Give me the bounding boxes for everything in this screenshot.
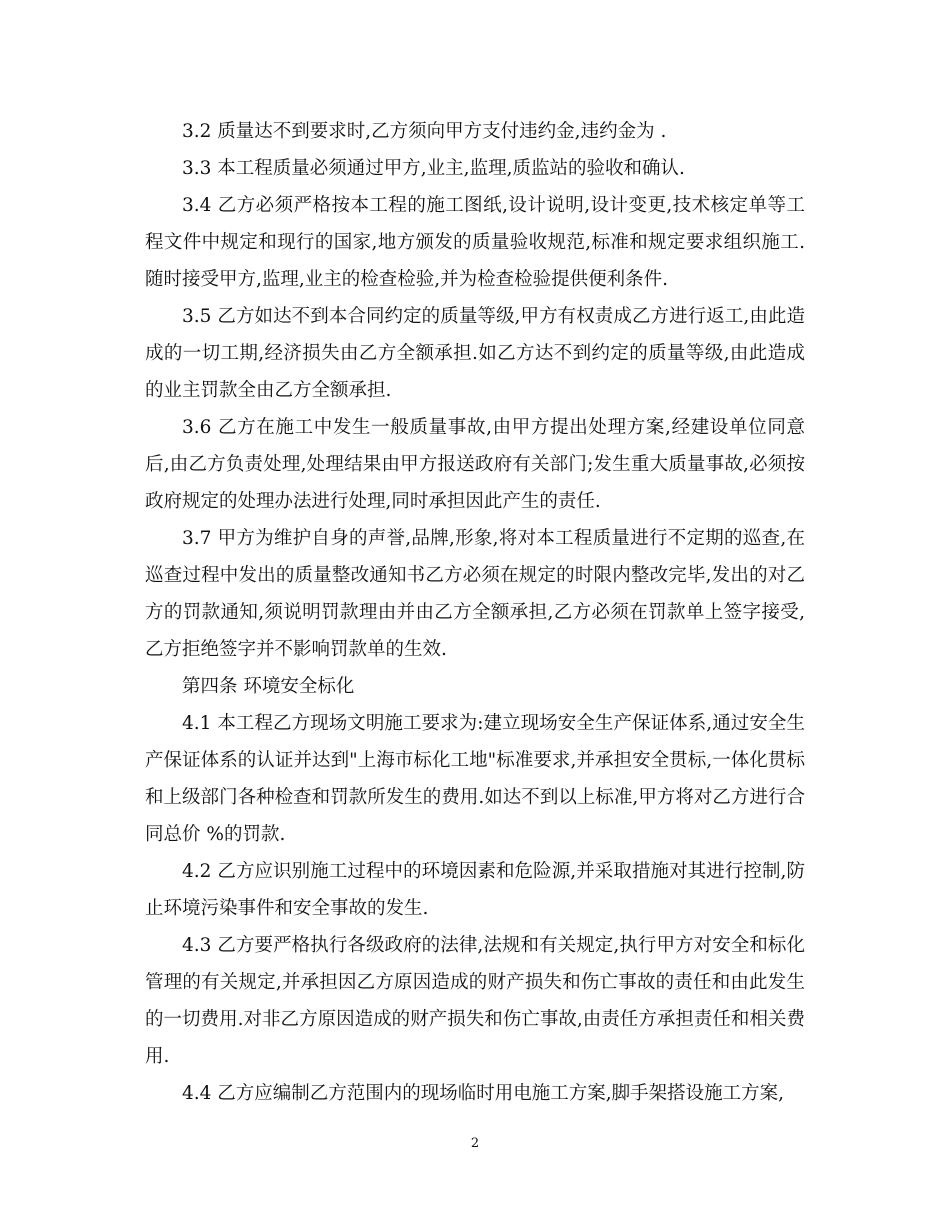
clause-3-7: 3.7 甲方为维护自身的声誉,品牌,形象,将对本工程质量进行不定期的巡查,在巡查过程中发出的质量整改通知书乙方必须在规定的时限内整改完毕,发出的对乙方的罚款通知,须说明罚款理由并由乙方全额承担,乙方必须在罚款单上签字接受,乙方拒绝签字并不影响罚款单的生效.: [145, 528, 805, 660]
clause-4-3: 4.3 乙方要严格执行各级政府的法律,法规和有关规定,执行甲方对安全和标化管理的有关规定,并承担因乙方原因造成的财产损失和伤亡事故的责任和由此发生的一切费用.对非乙方原因造成的财产损失和伤亡事故,由责任方承担责任和相关费用.: [145, 935, 805, 1067]
clause-3-4: 3.4 乙方必须严格按本工程的施工图纸,设计说明,设计变更,技术核定单等工程文件中规定和现行的国家,地方颁发的质量验收规范,标准和规定要求组织施工.随时接受甲方,监理,业主的检查检验,并为检查检验提供便利条件.: [145, 195, 805, 290]
clause-3-6: 3.6 乙方在施工中发生一般质量事故,由甲方提出处理方案,经建设单位同意后,由乙方负责处理,处理结果由甲方报送政府有关部门;发生重大质量事故,必须按政府规定的处理办法进行处理,同时承担因此产生的责任.: [145, 417, 805, 512]
clause-4-1: 4.1 本工程乙方现场文明施工要求为:建立现场安全生产保证体系,通过安全生产保证体系的认证并达到"上海市标化工地"标准要求,并承担安全贯标,一体化贯标和上级部门各种检查和罚款所发生的费用.如达不到以上标准,甲方将对乙方进行合同总价 %的罚款.: [145, 713, 805, 845]
section-heading-article-4: 第四条 环境安全标化: [182, 676, 355, 697]
document-body: [145, 113, 805, 1112]
clause-3-3: 3.3 本工程质量必须通过甲方,业主,监理,质监站的验收和确认.: [182, 158, 685, 179]
clause-4-2: 4.2 乙方应识别施工过程中的环境因素和危险源,并采取措施对其进行控制,防止环境污染事件和安全事故的发生.: [145, 861, 805, 919]
clause-3-2: 3.2 质量达不到要求时,乙方须向甲方支付违约金,违约金为 .: [182, 121, 667, 142]
clause-4-4: 4.4 乙方应编制乙方范围内的现场临时用电施工方案,脚手架搭设施工方案,: [182, 1083, 785, 1104]
page-number: 2: [470, 1136, 480, 1151]
clause-3-5: 3.5 乙方如达不到本合同约定的质量等级,甲方有权责成乙方进行返工,由此造成的一切工期,经济损失由乙方全额承担.如乙方达不到约定的质量等级,由此造成的业主罚款全由乙方全额承担.: [145, 306, 805, 401]
